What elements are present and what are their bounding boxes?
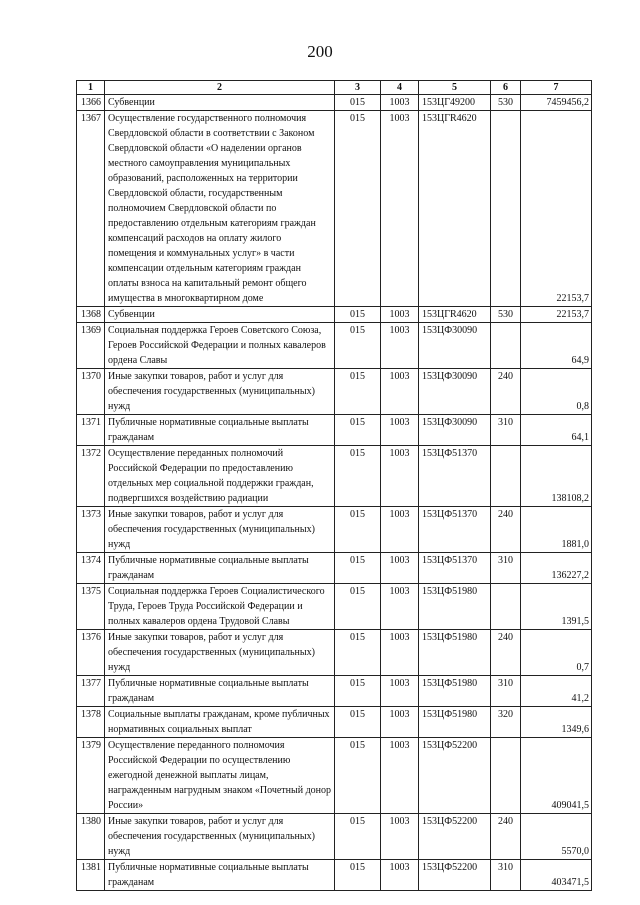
table-row: [77, 446, 592, 507]
column-header: 1: [77, 81, 105, 95]
code-3-cell: 015: [335, 111, 381, 307]
column-header: 7: [521, 81, 592, 95]
description-cell: Социальная поддержка Героев Советского Союза, Героев Российской Федерации и полных кавалеров ордена Славы: [105, 323, 335, 369]
row-number-cell: 1368: [77, 307, 105, 323]
amount-cell: 409041,5: [521, 738, 592, 814]
row-number-cell: 1372: [77, 446, 105, 507]
code-4-cell: 1003: [381, 860, 419, 891]
description-cell: Социальная поддержка Героев Социалистического Труда, Героев Труда Российской Федерации и полных кавалеров ордена Трудовой Славы: [105, 584, 335, 630]
code-3-cell: 015: [335, 446, 381, 507]
row-number-cell: 1370: [77, 369, 105, 415]
code-6-cell: 530: [491, 95, 521, 111]
amount-cell: 41,2: [521, 676, 592, 707]
column-header: 2: [105, 81, 335, 95]
code-4-cell: 1003: [381, 415, 419, 446]
code-3-cell: 015: [335, 323, 381, 369]
code-6-cell: [491, 738, 521, 814]
code-4-cell: 1003: [381, 738, 419, 814]
code-4-cell: 1003: [381, 323, 419, 369]
code-5-cell: 153ЦГ49200: [419, 95, 491, 111]
table-row: [77, 95, 592, 111]
table-row: [77, 323, 592, 369]
code-5-cell: 153ЦФ51980: [419, 676, 491, 707]
table-row: [77, 307, 592, 323]
code-5-cell: 153ЦФ51980: [419, 584, 491, 630]
description-cell: Иные закупки товаров, работ и услуг для обеспечения государственных (муниципальных) нужд: [105, 630, 335, 676]
row-number-cell: 1377: [77, 676, 105, 707]
description-cell: Социальные выплаты гражданам, кроме публичных нормативных социальных выплат: [105, 707, 335, 738]
description-cell: Субвенции: [105, 95, 335, 111]
header-row: [77, 81, 592, 95]
amount-cell: 138108,2: [521, 446, 592, 507]
amount-cell: 1881,0: [521, 507, 592, 553]
code-6-cell: 320: [491, 707, 521, 738]
code-5-cell: 153ЦФ52200: [419, 860, 491, 891]
code-5-cell: 153ЦФ51370: [419, 553, 491, 584]
code-5-cell: 153ЦФ51980: [419, 707, 491, 738]
code-5-cell: 153ЦФ51980: [419, 630, 491, 676]
amount-cell: 1391,5: [521, 584, 592, 630]
code-4-cell: 1003: [381, 553, 419, 584]
amount-cell: 22153,7: [521, 307, 592, 323]
amount-cell: 403471,5: [521, 860, 592, 891]
code-6-cell: [491, 323, 521, 369]
code-4-cell: 1003: [381, 584, 419, 630]
code-3-cell: 015: [335, 814, 381, 860]
table-row: [77, 814, 592, 860]
row-number-cell: 1381: [77, 860, 105, 891]
amount-cell: 7459456,2: [521, 95, 592, 111]
table-body: [77, 95, 592, 891]
code-6-cell: 310: [491, 676, 521, 707]
code-4-cell: 1003: [381, 95, 419, 111]
table-row: [77, 507, 592, 553]
code-6-cell: 240: [491, 814, 521, 860]
code-5-cell: 153ЦФ52200: [419, 814, 491, 860]
code-5-cell: 153ЦФ30090: [419, 415, 491, 446]
code-6-cell: 310: [491, 553, 521, 584]
code-6-cell: [491, 584, 521, 630]
code-4-cell: 1003: [381, 507, 419, 553]
code-5-cell: 153ЦГR4620: [419, 307, 491, 323]
row-number-cell: 1374: [77, 553, 105, 584]
code-6-cell: [491, 111, 521, 307]
row-number-cell: 1379: [77, 738, 105, 814]
table-row: [77, 860, 592, 891]
code-3-cell: 015: [335, 415, 381, 446]
row-number-cell: 1371: [77, 415, 105, 446]
code-3-cell: 015: [335, 95, 381, 111]
code-4-cell: 1003: [381, 630, 419, 676]
amount-cell: 1349,6: [521, 707, 592, 738]
description-cell: Иные закупки товаров, работ и услуг для обеспечения государственных (муниципальных) нужд: [105, 814, 335, 860]
table-row: [77, 111, 592, 307]
code-5-cell: 153ЦФ30090: [419, 369, 491, 415]
description-cell: Публичные нормативные социальные выплаты гражданам: [105, 676, 335, 707]
code-6-cell: 240: [491, 369, 521, 415]
code-4-cell: 1003: [381, 111, 419, 307]
table-row: [77, 369, 592, 415]
code-4-cell: 1003: [381, 446, 419, 507]
table-row: [77, 584, 592, 630]
budget-table: [76, 80, 592, 891]
table-row: [77, 707, 592, 738]
page-number: 200: [307, 42, 333, 61]
code-6-cell: 240: [491, 630, 521, 676]
code-3-cell: 015: [335, 860, 381, 891]
description-cell: Публичные нормативные социальные выплаты гражданам: [105, 860, 335, 891]
code-3-cell: 015: [335, 553, 381, 584]
code-3-cell: 015: [335, 738, 381, 814]
row-number-cell: 1380: [77, 814, 105, 860]
description-cell: Иные закупки товаров, работ и услуг для обеспечения государственных (муниципальных) нужд: [105, 507, 335, 553]
code-4-cell: 1003: [381, 814, 419, 860]
code-3-cell: 015: [335, 507, 381, 553]
description-cell: Осуществление переданных полномочий Российской Федерации по предоставлению отдельных мер социальной поддержки граждан, подвергшихся воздействию радиации: [105, 446, 335, 507]
code-5-cell: 153ЦФ51370: [419, 446, 491, 507]
amount-cell: 5570,0: [521, 814, 592, 860]
description-cell: Иные закупки товаров, работ и услуг для обеспечения государственных (муниципальных) нужд: [105, 369, 335, 415]
amount-cell: 64,9: [521, 323, 592, 369]
code-5-cell: 153ЦФ52200: [419, 738, 491, 814]
column-header: 3: [335, 81, 381, 95]
amount-cell: 136227,2: [521, 553, 592, 584]
code-4-cell: 1003: [381, 369, 419, 415]
row-number-cell: 1366: [77, 95, 105, 111]
row-number-cell: 1375: [77, 584, 105, 630]
table-row: [77, 630, 592, 676]
code-3-cell: 015: [335, 707, 381, 738]
code-6-cell: 240: [491, 507, 521, 553]
code-4-cell: 1003: [381, 707, 419, 738]
column-header: 4: [381, 81, 419, 95]
row-number-cell: 1367: [77, 111, 105, 307]
amount-cell: 22153,7: [521, 111, 592, 307]
code-3-cell: 015: [335, 676, 381, 707]
table-row: [77, 738, 592, 814]
code-3-cell: 015: [335, 369, 381, 415]
description-cell: Осуществление государственного полномочия Свердловской области в соответствии с Законом Свердловской области «О наделении органов местного самоуправления муниципальных образований, расположенных на территории Свердловской области, государственным полномочием Свердловской области по предоставлению отдельным категориям граждан компенсаций расходов на оплату жилого помещения и коммунальных услуг» в части компенсации отдельным категориям граждан оплаты взноса на капитальный ремонт общего имущества в многоквартирном доме: [105, 111, 335, 307]
amount-cell: 64,1: [521, 415, 592, 446]
amount-cell: 0,7: [521, 630, 592, 676]
table-row: [77, 415, 592, 446]
description-cell: Осуществление переданного полномочия Российской Федерации по осуществлению ежегодной денежной выплаты лицам, награжденным нагрудным знаком «Почетный донор России»: [105, 738, 335, 814]
code-6-cell: [491, 446, 521, 507]
table-row: [77, 553, 592, 584]
code-4-cell: 1003: [381, 307, 419, 323]
description-cell: Субвенции: [105, 307, 335, 323]
description-cell: Публичные нормативные социальные выплаты гражданам: [105, 553, 335, 584]
code-3-cell: 015: [335, 307, 381, 323]
code-3-cell: 015: [335, 584, 381, 630]
row-number-cell: 1373: [77, 507, 105, 553]
code-6-cell: 310: [491, 415, 521, 446]
code-4-cell: 1003: [381, 676, 419, 707]
row-number-cell: 1376: [77, 630, 105, 676]
code-6-cell: 310: [491, 860, 521, 891]
column-header: 5: [419, 81, 491, 95]
column-header: 6: [491, 81, 521, 95]
table-row: [77, 676, 592, 707]
code-6-cell: 530: [491, 307, 521, 323]
row-number-cell: 1378: [77, 707, 105, 738]
code-5-cell: 153ЦФ51370: [419, 507, 491, 553]
code-3-cell: 015: [335, 630, 381, 676]
code-5-cell: 153ЦГR4620: [419, 111, 491, 307]
description-cell: Публичные нормативные социальные выплаты гражданам: [105, 415, 335, 446]
amount-cell: 0,8: [521, 369, 592, 415]
code-5-cell: 153ЦФ30090: [419, 323, 491, 369]
row-number-cell: 1369: [77, 323, 105, 369]
